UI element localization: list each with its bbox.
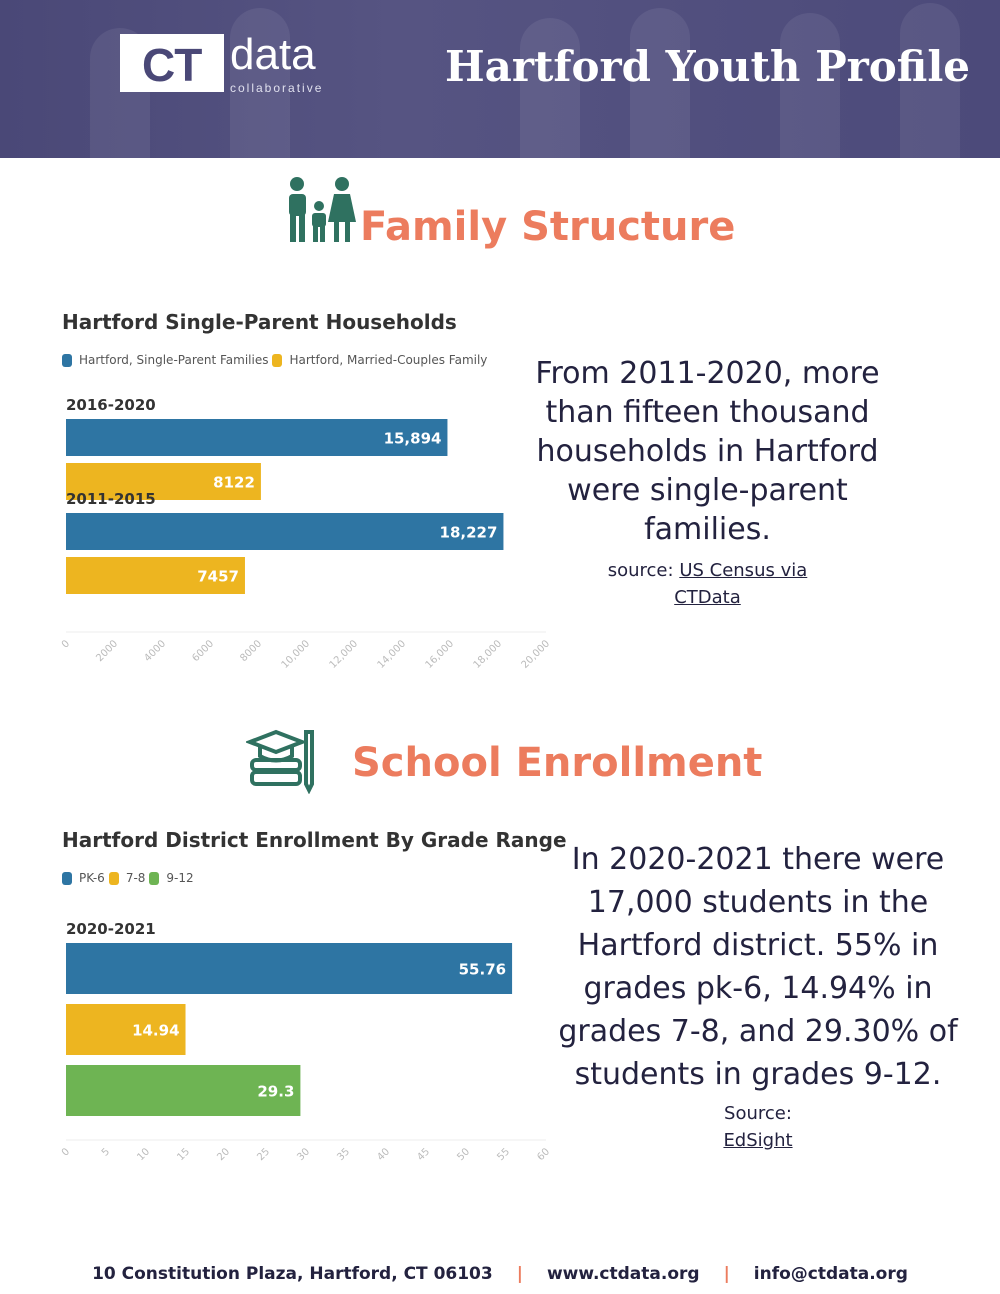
bar-value-label: 14.94 — [132, 1021, 180, 1040]
source-label: source: — [607, 560, 674, 581]
x-tick-label: 16,000 — [423, 638, 457, 671]
x-tick-label: 40 — [375, 1146, 393, 1164]
bar-value-label: 29.3 — [257, 1082, 295, 1101]
source-label: Source: — [724, 1103, 792, 1124]
x-tick-label: 4000 — [142, 638, 169, 665]
x-tick-label: 6000 — [190, 638, 217, 665]
family-blurb-text: From 2011-2020, more than fifteen thousand households in Hartford were single-parent families. — [535, 356, 880, 547]
bar-value-label: 7457 — [197, 567, 239, 586]
footer-email[interactable]: info@ctdata.org — [753, 1264, 908, 1284]
section-title-school: School Enrollment — [352, 740, 763, 786]
footer-address: 10 Constitution Plaza, Hartford, CT 06103 — [92, 1264, 493, 1284]
x-tick-label: 2000 — [94, 638, 121, 665]
bar — [66, 943, 512, 994]
logo-ct: CT — [142, 39, 202, 91]
bar-value-label: 8122 — [213, 473, 255, 492]
x-tick-label: 0 — [59, 638, 73, 651]
x-tick-label: 35 — [335, 1146, 353, 1164]
legend-label: Hartford, Single-Parent Families — [79, 353, 269, 367]
chart-title: Hartford District Enrollment By Grade Range — [62, 828, 567, 852]
footer — [0, 1264, 1000, 1284]
group-label: 2020-2021 — [66, 920, 156, 938]
footer-website[interactable]: www.ctdata.org — [546, 1264, 700, 1284]
logo-data: data — [230, 30, 316, 79]
x-tick-label: 50 — [455, 1146, 473, 1164]
x-tick-label: 0 — [59, 1146, 73, 1159]
legend-label: 9-12 — [166, 871, 194, 885]
group-label: 2016-2020 — [66, 396, 156, 414]
legend-label: Hartford, Married-Couples Family — [289, 353, 488, 367]
school-blurb-text: In 2020-2021 there were 17,000 students in the Hartford district. 55% in grades pk-6, 14.94% in grades 7-8, and 29.30% of students in grades 9-12. — [558, 842, 958, 1092]
x-tick-label: 18,000 — [471, 638, 505, 671]
x-tick-label: 30 — [295, 1146, 313, 1164]
x-tick-label: 60 — [535, 1146, 553, 1164]
x-tick-label: 45 — [415, 1146, 433, 1164]
x-tick-label: 14,000 — [375, 638, 409, 671]
chart-title: Hartford Single-Parent Households — [62, 310, 457, 334]
legend-label: PK-6 — [79, 871, 105, 885]
school-blurb — [548, 838, 968, 1154]
bar-value-label: 15,894 — [383, 429, 442, 448]
logo-sub: collaborative — [230, 81, 324, 95]
section-title-family: Family Structure — [360, 204, 736, 250]
page-title: Hartford Youth Profile — [445, 42, 970, 91]
x-tick-label: 8000 — [238, 638, 265, 665]
bar-value-label: 55.76 — [458, 960, 507, 979]
footer-separator: | — [516, 1264, 523, 1284]
x-tick-label: 12,000 — [327, 638, 361, 671]
footer-separator: | — [723, 1264, 730, 1284]
family-blurb — [500, 354, 915, 611]
x-tick-label: 25 — [255, 1146, 273, 1164]
source-link-edsight[interactable]: EdSight — [723, 1130, 793, 1151]
legend-label: 7-8 — [125, 871, 146, 885]
x-tick-label: 10,000 — [279, 638, 313, 671]
x-tick-label: 5 — [99, 1146, 113, 1159]
x-tick-label: 20 — [215, 1146, 233, 1164]
x-tick-label: 15 — [175, 1146, 193, 1164]
source-link-census[interactable]: US Census via CTData — [674, 560, 808, 608]
x-tick-label: 10 — [135, 1146, 153, 1164]
x-tick-label: 55 — [495, 1146, 513, 1164]
bar-value-label: 18,227 — [439, 523, 498, 542]
x-tick-label: 20,000 — [519, 638, 553, 671]
group-label: 2011-2015 — [66, 490, 156, 508]
